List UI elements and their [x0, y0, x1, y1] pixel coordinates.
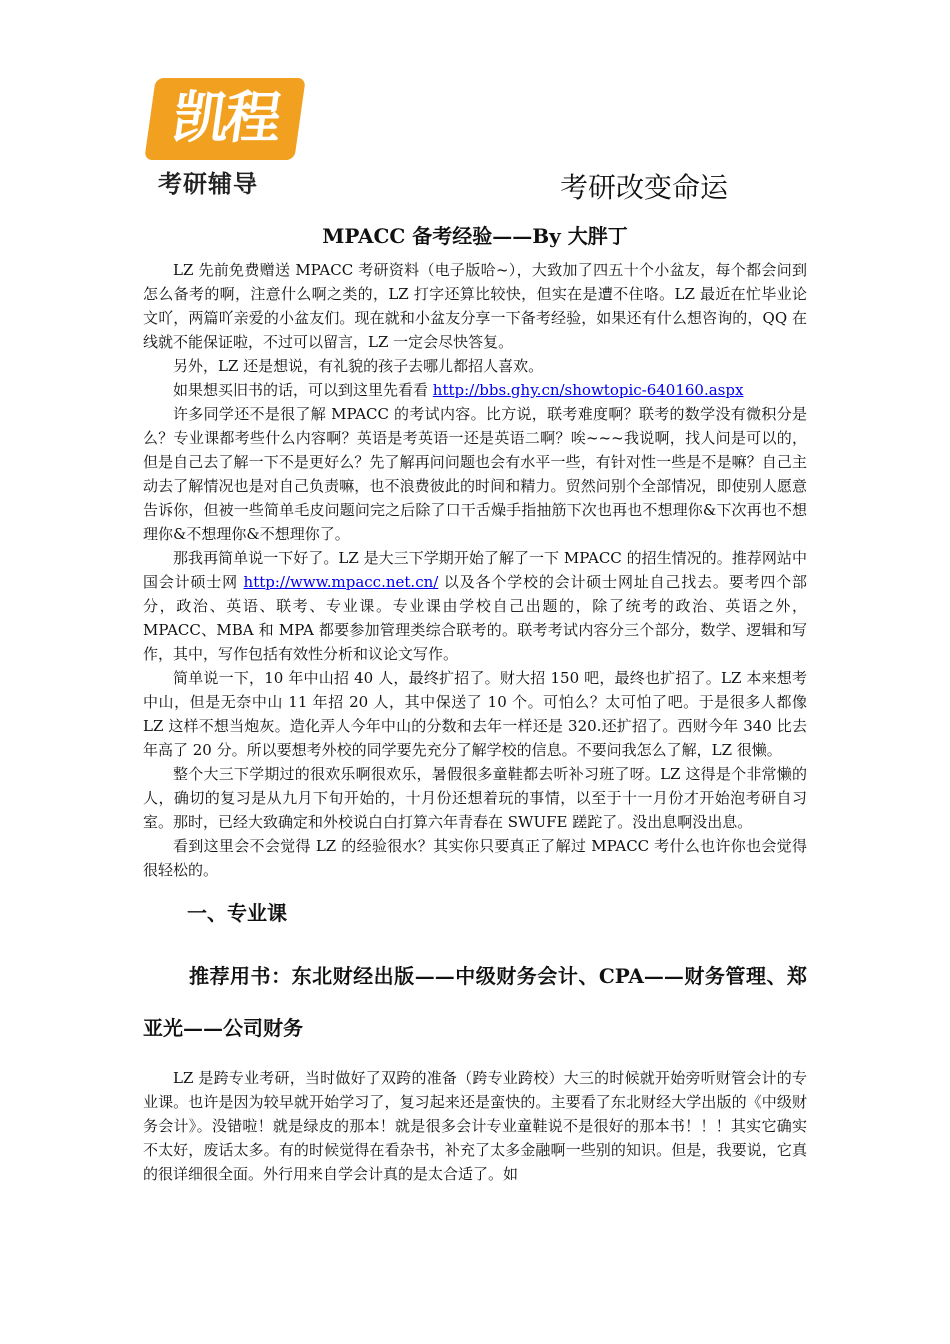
paragraph: LZ 先前免费赠送 MPACC 考研资料（电子版哈~），大致加了四五十个小盆友，每个都会问到怎么备考的啊，注意什么啊之类的，LZ 打字还算比较快，但实在是遭不住咯。LZ 最近在忙毕业论文吖，两篇吖亲爱的小盆友们。现在就和小盆友分享一下备考经验，如果还有什么想咨询的，QQ 在线就不能保证啦，不过可以留言，LZ 一定会尽快答复。 [143, 261, 807, 351]
recommended-books-heading: 推荐用书：东北财经出版——中级财务会计、CPA——财务管理、郑亚光——公司财务 [143, 964, 807, 1040]
paragraph: LZ 是跨专业考研，当时做好了双跨的准备（跨专业跨校）大三的时候就开始旁听财管会计的专业课。也许是因为较早就开始学习了，复习起来还是蛮快的。主要看了东北财经大学出版的《中级财务会计》。没错啦！就是绿皮的那本！就是很多会计专业童鞋说不是很好的那本书！！！其实它确实不太好，废话太多。有的时候觉得在看杂书，补充了太多金融啊一些别的知识。但是，我要说，它真的很详细很全面。外行用来自学会计真的是太合适了。如 [143, 1069, 807, 1183]
paragraph: 看到这里会不会觉得 LZ 的经验很水？其实你只要真正了解过 MPACC 考什么也许你也会觉得很轻松的。 [143, 837, 807, 879]
paragraph: 简单说一下，10 年中山招 40 人，最终扩招了。财大招 150 吧，最终也扩招了。LZ 本来想考中山，但是无奈中山 11 年招 20 人，其中保送了 10 个。可怕么？太可怕了吧。于是很多人都像 LZ 这样不想当炮灰。造化弄人今年中山的分数和去年一样还是 320.还扩招了。西财今年 340 比去年高了 20 分。所以要想考外校的同学要先充分了解学校的信息。不要问我怎么了解，LZ 很懒。 [143, 669, 807, 759]
logo-subtitle: 考研辅导 [158, 170, 258, 198]
paragraph: 整个大三下学期过的很欢乐啊很欢乐，暑假很多童鞋都去听补习班了呀。LZ 这得是个非常懒的人，确切的复习是从九月下旬开始的，十月份还想着玩的事情，以至于十一月份才开始泡考研自习室。那时，已经大致确定和外校说白白打算六年青春在 SWUFE 蹉跎了。没出息啊没出息。 [143, 765, 807, 831]
paragraph [143, 378, 807, 402]
mpacc-site-link[interactable]: http://www.mpacc.net.cn/ [243, 573, 439, 591]
paragraph: 另外，LZ 还是想说，有礼貌的孩子去哪儿都招人喜欢。 [173, 357, 544, 375]
used-books-link[interactable]: http://bbs.ghy.cn/showtopic-640160.aspx [432, 381, 744, 399]
paragraph-text: 那我再简单说一下好了。LZ 是大三下学期开始了解了一下 MPACC 的招生情况的。推荐网站中国会计硕士网 [143, 549, 807, 591]
document-body [143, 258, 807, 1186]
slogan: 考研改变命运 [560, 171, 729, 204]
kaicheng-logo [150, 78, 300, 198]
logo-brand-text: 凯程 [168, 86, 282, 151]
paragraph-text: 以及各个学校的会计硕士网址自己找去。要考四个部分，政治、英语、联考、专业课。专业课由学校自己出题的，除了统考的政治、英语之外，MPACC、MBA 和 MPA 都要参加管理类综合联考的。联考考试内容分三个部分，数学、逻辑和写作，其中，写作包括有效性分析和议论文写作。 [143, 573, 807, 663]
paragraph: 许多同学还不是很了解 MPACC 的考试内容。比方说，联考难度啊？联考的数学没有微积分是么？专业课都考些什么内容啊？英语是考英语一还是英语二啊？唉~~~我说啊，找人问是可以的，但是自己去了解一下不是更好么？先了解再问问题也会有水平一些，有针对性一些是不是嘛？自己主动去了解情况也是对自己负责嘛，也不浪费彼此的时间和精力。贸然问别个全部情况，即使别人愿意告诉你，但被一些简单毛皮问题问完之后除了口干舌燥手指抽筋下次也再也不想理你&下次再也不想理你&不想理你&不想理你了。 [143, 405, 807, 543]
paragraph [143, 546, 807, 666]
section-heading: 一、专业课 [187, 901, 287, 925]
document-title: MPACC 备考经验——By 大胖丁 [322, 224, 628, 248]
paragraph-text: 如果想买旧书的话，可以到这里先看看 [173, 381, 433, 399]
